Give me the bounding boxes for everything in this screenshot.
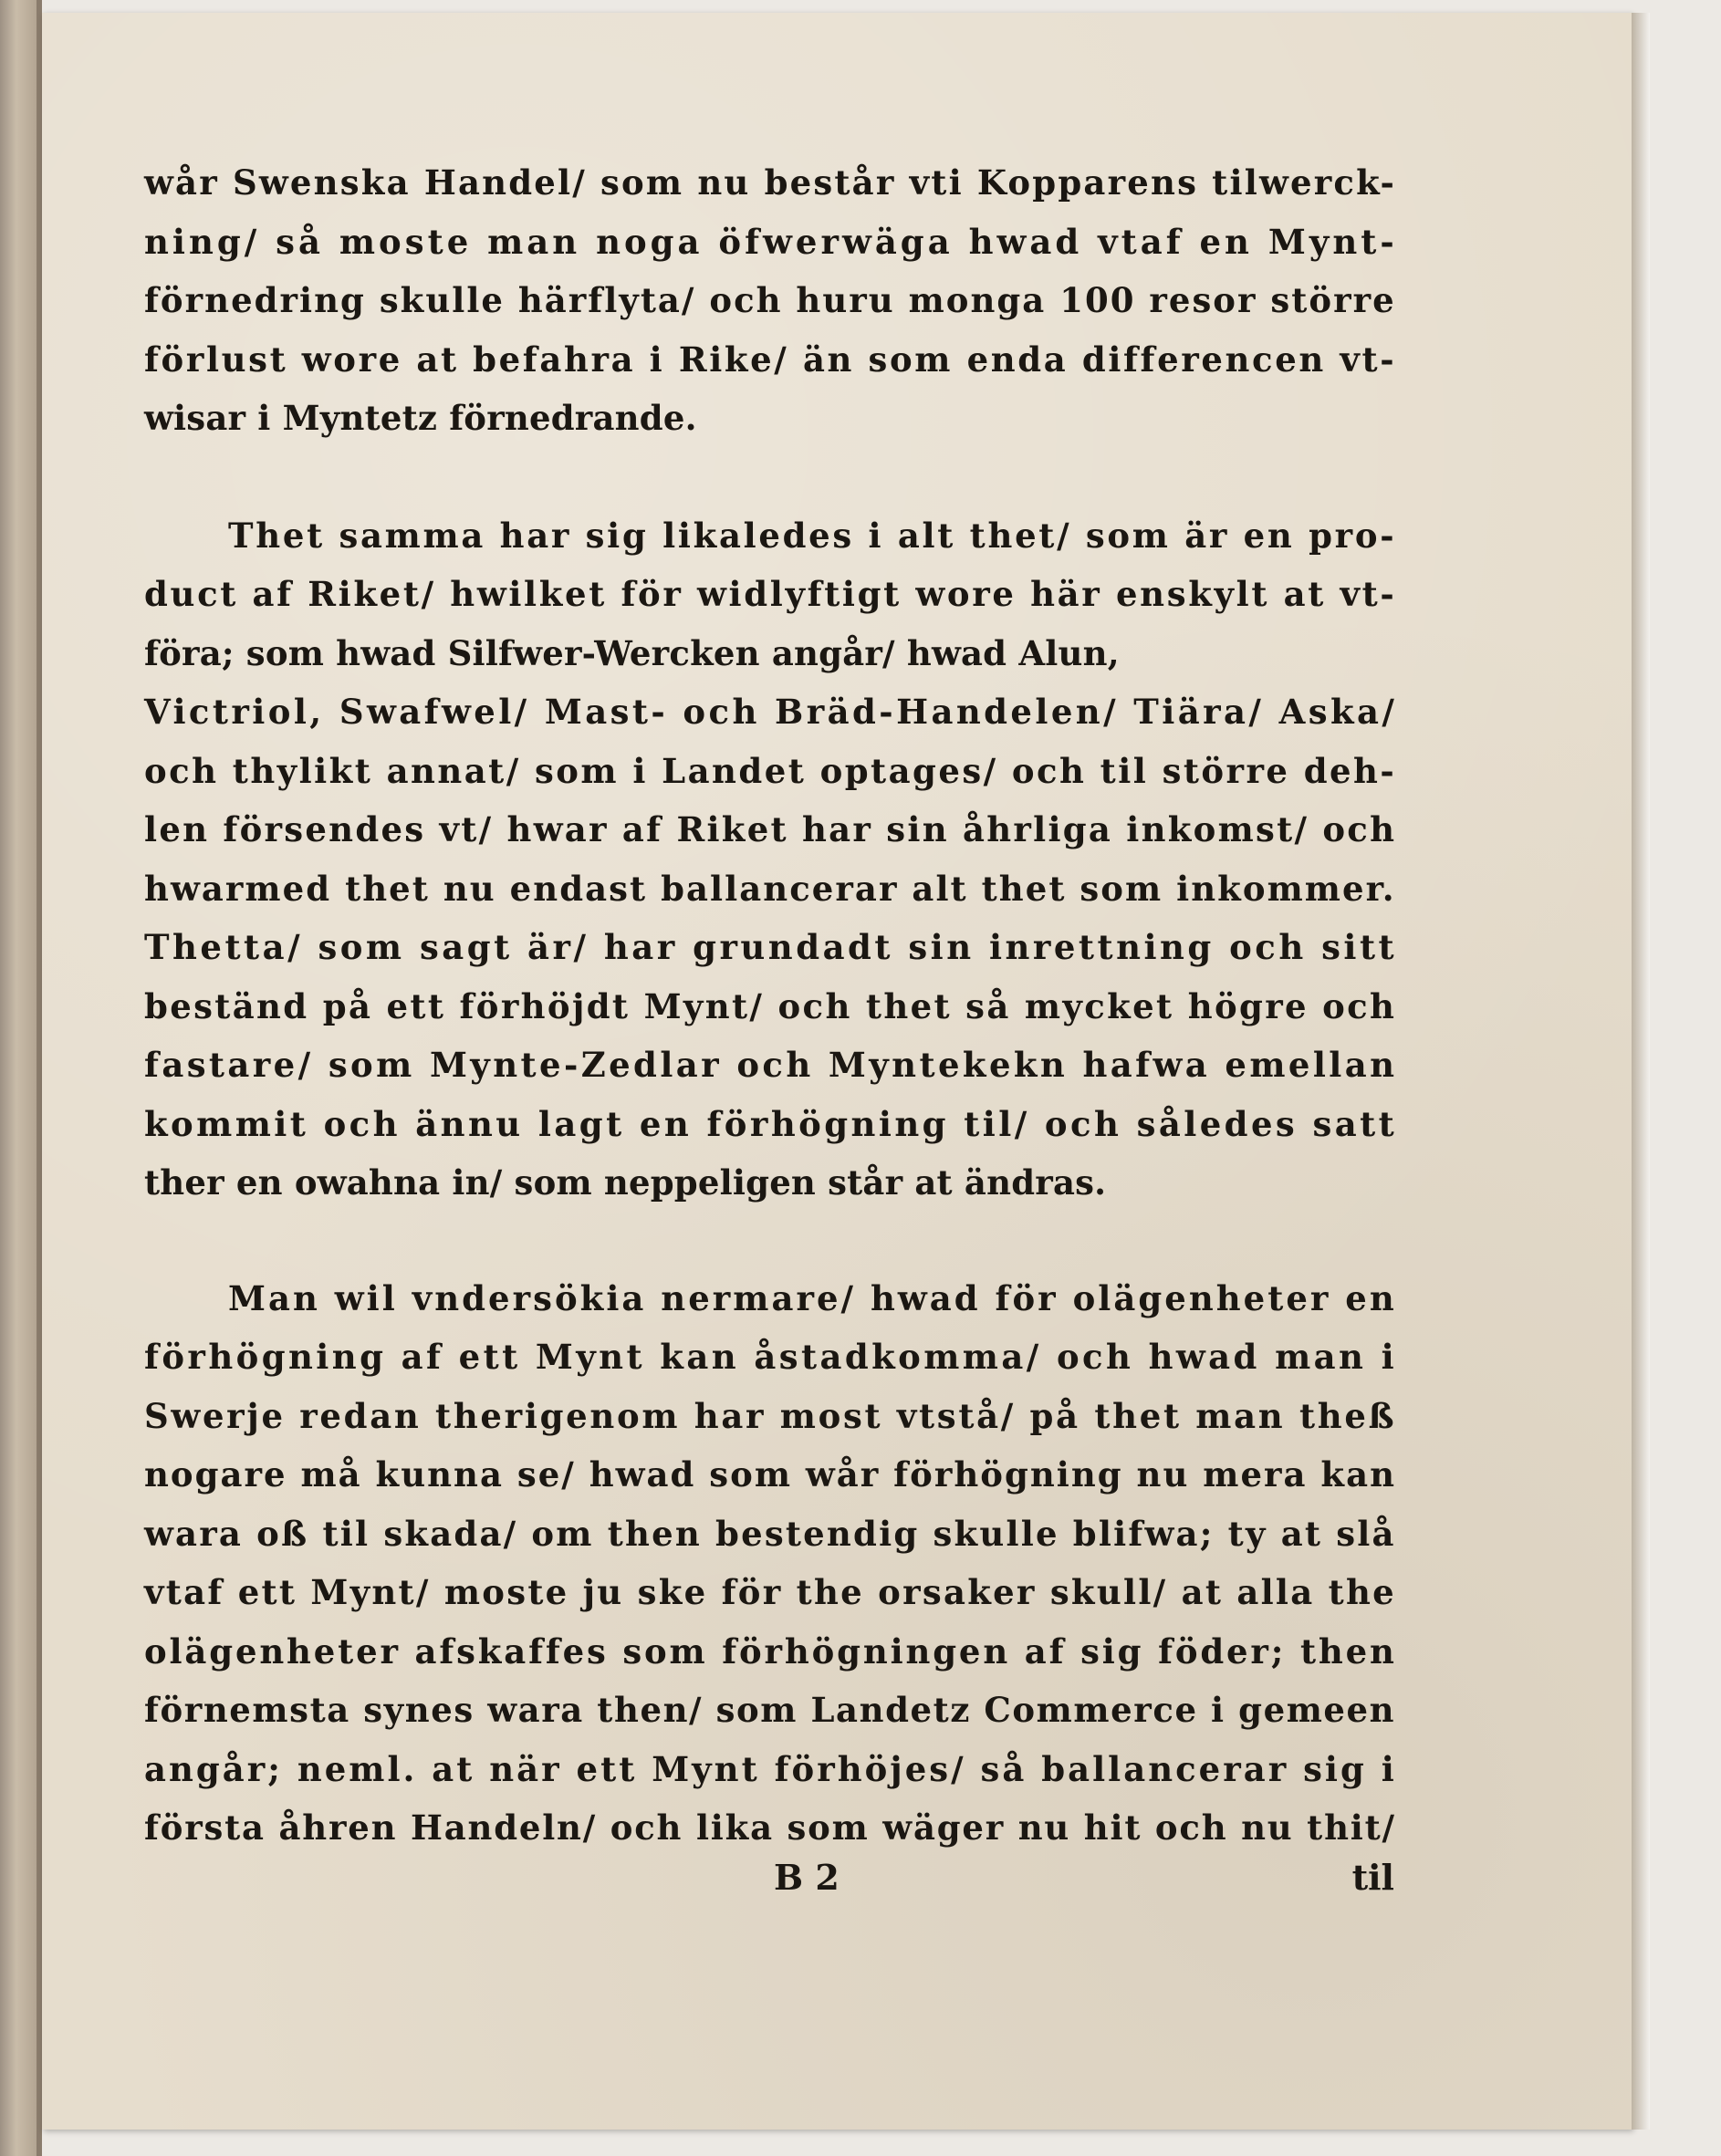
text-line: angår; neml. at när ett Mynt förhöjes/ så ballancerar sig i xyxy=(144,1748,1397,1789)
text-line: nogare må kunna se/ hwad som wår förhögning nu mera kan xyxy=(144,1454,1397,1495)
paragraph-2 xyxy=(144,506,1398,1213)
text-line: Thetta/ som sagt är/ har grundadt sin inrettning och sitt xyxy=(144,927,1398,967)
text-line: beständ på ett förhöjdt Mynt/ och thet så mycket högre och xyxy=(144,985,1397,1026)
text-line: första åhren Handeln/ och lika som wäger nu hit och nu thit/ xyxy=(144,1807,1396,1848)
text-line: olägenheter afskaffes som förhögningen af sig föder; then xyxy=(144,1630,1397,1672)
text-line: vtaf ett Mynt/ moste ju ske för the orsaker skull/ at alla the xyxy=(144,1572,1396,1612)
text-line: ther en owahna in/ som neppeligen står at ändras. xyxy=(144,1162,1107,1203)
text-line: och thylikt annat/ som i Landet optages/ och til större deh- xyxy=(144,750,1397,791)
text-line: förnedring skulle härflyta/ och huru monga 100 resor större xyxy=(144,280,1396,320)
book-spine xyxy=(0,0,37,2156)
text-line: len försendes vt/ hwar af Riket har sin åhrliga inkomst/ och xyxy=(144,809,1397,849)
paragraph-3 xyxy=(144,1269,1398,1858)
text-line: wår Swenska Handel/ som nu består vti Kopparens tilwerck- xyxy=(144,162,1396,203)
page-footer xyxy=(144,1857,1394,1915)
signature-mark: B 2 xyxy=(774,1857,840,1898)
text-line: förlust wore at befahra i Rike/ än som enda differencen vt- xyxy=(144,339,1397,380)
text-line: förhögning af ett Mynt kan åstadkomma/ och hwad man i xyxy=(144,1337,1398,1377)
text-line: kommit och ännu lagt en förhögning til/ och således satt xyxy=(144,1103,1398,1144)
text-line: Swerje redan therigenom har most vtstå/ på thet man theß xyxy=(144,1395,1397,1436)
text-line: ning/ så moste man noga öfwerwäga hwad vtaf en Mynt- xyxy=(144,221,1398,262)
text-line: hwarmed thet nu endast ballancerar alt thet som inkommer. xyxy=(144,868,1396,909)
text-line: förnemsta synes wara then/ som Landetz Commerce i gemeen xyxy=(144,1690,1396,1730)
text-line: fastare/ som Mynte-Zedlar och Myntekekn hafwa emellan xyxy=(144,1045,1398,1085)
text-line: wisar i Myntetz förnedrande. xyxy=(144,398,697,438)
text-line: duct af Riket/ hwilket för widlyftigt wore här enskylt at vt- xyxy=(144,574,1397,614)
paragraph-1 xyxy=(144,153,1398,448)
page-text xyxy=(144,153,1398,1858)
text-line: Man wil vndersökia nermare/ hwad för olägenheter en xyxy=(228,1277,1397,1318)
page-edge-shadow xyxy=(1632,13,1650,2130)
text-line: Victriol, Swafwel/ Mast- och Bräd-Handelen/ Tiära/ Aska/ xyxy=(144,692,1398,732)
text-line: Thet samma har sig likaledes i alt thet/ som är en pro- xyxy=(228,515,1397,556)
text-line: föra; som hwad Silfwer-Wercken angår/ hwad Alun, xyxy=(144,632,1120,673)
catchword: til xyxy=(1351,1857,1394,1898)
text-line: wara oß til skada/ om then bestendig skulle blifwa; ty at slå xyxy=(144,1513,1396,1554)
